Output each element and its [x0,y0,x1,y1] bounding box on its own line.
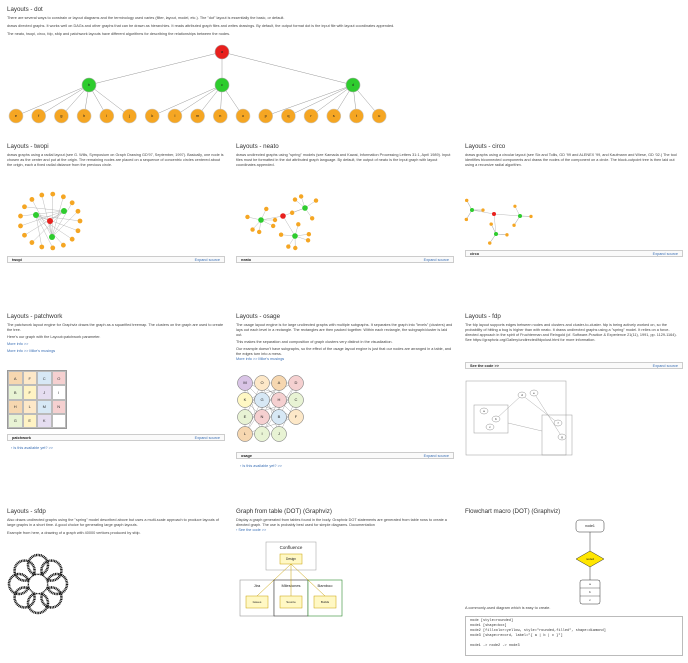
graph-node-leaf [271,224,275,228]
graph-edge [52,197,63,237]
fdp-source-bar[interactable] [465,362,683,369]
osage-title: Layouts - osage [236,313,281,320]
dot-node-label: b [87,82,91,88]
table-cluster-label: Confluence [279,545,303,551]
sfdp-petal [41,587,61,607]
graph-node-leaf [76,209,81,214]
patchwork-cell: E [23,414,38,428]
dot-graph [0,40,688,135]
graph-edge [494,214,520,216]
osage-section [236,313,454,362]
neato-title: Layouts - neato [236,143,279,150]
fdp-edge [508,423,542,431]
table-see-code[interactable] [236,528,454,533]
circo-expand[interactable]: Expand source [652,252,678,256]
graph-node-hub [470,208,474,212]
patchwork-cell: I [52,385,67,399]
patchwork-cell: M [37,400,52,414]
osage-links[interactable]: More info >> Mike's musings [236,357,285,361]
fdp-edge [521,392,558,423]
graph-node-hub [61,208,67,214]
twopi-label: twopi [12,258,22,262]
table-node-label: Builds [320,599,330,604]
circo-graph [458,180,538,250]
chevron-right-icon: › [240,464,242,468]
osage-node-label: B [277,414,281,420]
osage-node-label: N [260,414,264,420]
graph-node-leaf [488,241,491,244]
dot-node-label: l [174,113,176,119]
dot-node-label: q [287,113,290,119]
dot-node-label: p [264,113,267,119]
patchwork-avail-text: Is this available yet? >> [13,446,54,450]
patchwork-text1: The patchwork layout engine for Graphviz draws the graph as a squarified treemap. The clusters on the graph are used to create the tree. [7,323,224,332]
neato-section [236,143,454,168]
graph-node-leaf [290,211,294,215]
graph-node-leaf [293,197,297,201]
graph-node-leaf [273,218,277,222]
osage-graph [236,374,316,446]
patchwork-links[interactable]: More info >> Mike's musings [7,349,56,353]
macro-code: node [style=rounded] node1 [shape=box] node2 [fillcolor=yellow, style="rounded,filled", shape=diamond] node3 [shape=record, label="{ a | b | c }"] node1 -> node2 -> node3 [465,616,683,656]
dot-section [7,6,682,37]
graph-node-leaf [18,214,23,219]
fdp-node-label: b [495,416,497,421]
table-cluster-label: Jira [253,583,261,589]
osage-node-label: H [277,397,281,403]
dot-node-label: u [378,113,381,119]
table-node-label: Issues [252,599,262,604]
sfdp-petal [15,561,35,581]
fdp-node-label: g [561,434,563,439]
graph-node-leaf [39,193,44,198]
graph-node-leaf [76,228,81,233]
patchwork-cell: H [8,400,23,414]
osage-text3: Our example doesn't have subgraphs, so the effect of the osage layout engine is just that our nodes are arranged in a table, and the edges turn into a mess. [236,347,452,356]
graph-edge [261,216,283,220]
patchwork-avail-link[interactable] [11,446,53,451]
twopi-graph [5,185,95,255]
macro-record-label: b [589,589,591,594]
patchwork-cell: A [8,371,23,385]
osage-node-label: K [243,397,247,403]
table-cluster-label: Bamboo [317,583,333,589]
graph-node-leaf [299,194,303,198]
osage-node-label: G [260,397,264,403]
osage-node-label: E [243,414,247,420]
dot-node-label: a [220,49,224,55]
osage-node-label: A [277,380,281,386]
patchwork-title: Layouts - patchwork [7,313,63,320]
patchwork-cell [52,414,67,428]
chevron-right-icon: › [236,528,238,532]
patchwork-cell: F [23,371,38,385]
graph-node-leaf [78,219,83,224]
fdp-see-code[interactable]: See the code >> [470,364,499,368]
table-title: Graph from table (DOT) (Graphviz) [236,508,332,515]
patchwork-cell: J [37,385,52,399]
graph-node-leaf [22,204,27,209]
dot-node-label: k [151,113,154,119]
dot-edge [87,52,223,88]
patchwork-text2: Here's our graph with the Layout=patchwork parameter. [7,335,101,339]
graph-node-hub [33,212,39,218]
patchwork-cell: B [8,385,23,399]
fdp-node-label: f [557,420,559,425]
sfdp-example: Example from here, a drawing of a graph with 40000 vertices produced by sfdp. [7,531,141,535]
graph-node-leaf [307,232,311,236]
dot-node-label: c [221,82,223,88]
fdp-expand[interactable]: Expand source [652,364,678,368]
twopi-text: draws graphs using a radial layout (see G. Wills, Symposium on Graph Drawing GD'97, September, 1997). Basically, one node is chosen as the center and put at the origin. The remaining nodes are placed on a sequence of concentric circles centered about the origin, each a fixed radial distance from the previous circle. [7,153,224,167]
patchwork-cell: L [23,400,38,414]
twopi-title: Layouts - twopi [7,143,49,150]
table-see-text: See the code >> [238,528,267,532]
graph-node-leaf [264,207,268,211]
graph-node-hub [258,217,264,223]
table-cluster-label: Milestones [281,583,301,589]
table-section [236,508,454,533]
graph-edge [283,216,295,236]
dot-node-label: s [332,113,335,119]
table-node-label: Design [286,556,296,561]
osage-edge [243,417,296,437]
sfdp-petal [15,587,35,607]
dot-node-label: o [241,113,245,119]
neato-label: neato [241,258,252,262]
fdp-edge [496,392,523,419]
graph-node-leaf [296,222,300,226]
osage-node-label: M [243,380,247,386]
sfdp-center [29,575,47,593]
osage-avail-text: Is this available yet? >> [242,464,283,468]
macro-record-label: a [589,581,591,586]
fdp-section [465,313,683,343]
graph-node-leaf [286,244,290,248]
graph-node-leaf [70,237,75,242]
graph-edge [24,207,64,211]
graph-node-hub [49,234,55,240]
sfdp-graph [5,548,77,620]
graph-node-leaf [513,205,516,208]
graph-node-leaf [306,238,310,242]
dot-edge [14,85,89,119]
osage-node-label: C [294,397,298,403]
neato-text: draws undirected graphs using "spring" models (see Kamada and Kawai, Information Processing Letters 31:1, April 1989). Input files must be formatted in the dot attributed graph language. By default, the output of neato is the input graph with layout coordinates appended. [236,153,451,167]
dot-note: The neato, twopi, circo, fdp, sfdp and patchwork layouts have different algorithms for describing the relationships between the nodes. [7,32,231,36]
fdp-see: See https://graphviz.org/Gallery/undirected/fdpclust.html for more information. [465,338,596,342]
osage-label: osage [241,454,252,458]
graph-node-leaf [18,224,23,229]
chevron-right-icon: › [11,446,13,450]
osage-source-bar[interactable] [236,452,454,459]
sfdp-petal [28,593,48,613]
table-text: Display a graph generated from tables found in the body. Graphviz DOT statements are generated from table rows to create a directed graph. The use is probably best used for simple diagrams. Documentation [236,518,447,527]
graph-node-leaf [70,200,75,205]
fdp-node-label: c [489,424,491,429]
macro-caption: A commonly-used diagram which is easy to create. [465,606,551,610]
dot-desc: draws directed graphs. It works well on DAGs and other graphs that can be drawn as hierarchies. It reads attributed graph files and writes drawings. By default, the output format dot is the input file with layout coordinates appended. [7,24,395,28]
graph-node-leaf [257,230,261,234]
graph-node-hub [47,218,53,224]
graph-edge [52,194,53,237]
osage-text2: This makes the separation and composition of graph clusters very distinct in the visualization. [236,340,393,344]
neato-source-bar[interactable] [236,256,454,263]
osage-node-label: D [294,380,298,386]
table-graph [236,540,346,620]
fdp-graph [462,375,582,465]
dot-node-label: g [60,113,63,119]
graph-node-leaf [529,215,532,218]
twopi-expand[interactable]: Expand source [194,258,220,262]
fdp-cluster [466,381,566,455]
dot-edge [151,85,222,119]
graph-node-hub [302,205,308,211]
graph-node-leaf [30,197,35,202]
osage-text1: The osage layout engine is for large undirected graphs with multiple subgraphs. It separates the graph into "levels" (clusters) and lays out each level in a rectangle. The rectangles are then packed together. Within each rectangle, the subgraph/cluster is laid out. [236,323,453,337]
sfdp-text: Also draws undirected graphs using the "spring" model described above but uses a multi-scale approach to produce layouts of large graphs in a short time. A good choice for generating large graph layouts. [7,518,219,527]
patchwork-cell: O [52,371,67,385]
macro-record-label: c [589,597,591,602]
dot-intro: There are several ways to constrain or layout diagrams and the terminology used varies (filter, layout, model, etc.). The "dot" layout is essentially the basic, or default. [7,16,285,20]
graph-node-leaf [505,233,508,236]
dot-node-label: f [38,113,40,119]
graph-edge [21,211,64,216]
graph-node-hub [492,212,496,216]
fdp-node-label: e [533,390,535,395]
neato-expand[interactable]: Expand source [423,258,449,262]
graph-node-leaf [39,245,44,250]
graph-node-leaf [50,245,55,250]
graph-node-leaf [61,194,66,199]
patchwork-source-bar[interactable] [7,434,225,441]
graph-node-leaf [245,215,249,219]
patchwork-cell: G [8,414,23,428]
sfdp-petal [9,574,29,594]
patchwork-cell: C [37,371,52,385]
osage-expand[interactable]: Expand source [423,454,449,458]
osage-node-label: J [278,431,280,437]
graph-node-leaf [481,209,484,212]
graph-node-hub [280,213,286,219]
patchwork-expand[interactable]: Expand source [194,436,220,440]
dot-title: Layouts - dot [7,6,43,13]
graph-node-leaf [310,216,314,220]
fdp-node-label: d [521,392,523,397]
circo-label: circo [470,252,480,256]
fdp-title: Layouts - fdp [465,313,501,320]
sfdp-title: Layouts - sfdp [7,508,46,515]
macro-title: Flowchart macro (DOT) (Graphviz) [465,508,561,515]
patchwork-treemap [7,370,67,429]
patchwork-cell: N [52,400,67,414]
circo-source-bar[interactable] [465,250,683,257]
sfdp-section [7,508,225,536]
graph-node-leaf [490,222,493,225]
osage-node-label: F [294,414,298,420]
graph-node-leaf [250,227,254,231]
patchwork-section [7,313,225,354]
graph-node-leaf [61,243,66,248]
sfdp-petal [28,555,48,575]
macro-node2-label: node2 [585,556,595,561]
patchwork-cell: K [37,414,52,428]
dot-node-label: h [82,113,86,119]
dot-node-label: m [195,113,200,119]
patchwork-more-link[interactable]: More info >> [7,342,29,346]
graph-node-hub [518,214,522,218]
neato-graph [233,180,333,255]
graph-node-leaf [279,232,283,236]
osage-node-label: O [260,380,264,386]
dot-node-label: j [129,113,130,119]
graph-node-leaf [22,233,27,238]
graph-node-leaf [30,240,35,245]
fdp-text: The fdp layout supports edges between nodes and clusters and cluster-to-cluster. fdp is being actively worked on, so the probability of hitting a bug is higher than with neato. It draws undirected graphs using a "spring" model. It relies on a force-directed approach in the spirit of Fruchterman and Reingold (cf. Software-Practice & Experience 21(11), 1991, pp. 1129-1164). [465,323,677,337]
dot-node-label: n [219,113,222,119]
graph-node-hub [292,233,298,239]
sfdp-petal [47,574,67,594]
graph-node-hub [494,232,498,236]
fdp-node-label: a [483,408,485,413]
twopi-section [7,143,225,168]
circo-text: draws graphs using a circular layout (see Six and Tollis, GD '99 and ALENEX '99, and Kaufmann and Wiese, GD '02.) The tool identifies biconnected components and draws the nodes of the component on a circle. The block-cutpoint tree is then laid out using a recursive radial algorithm. [465,153,677,167]
dot-node-label: i [106,113,108,119]
dot-edge [221,52,355,88]
osage-node-label: L [243,431,247,437]
dot-node-label: t [355,113,358,119]
dot-node-label: e [14,113,18,119]
graph-node-leaf [50,192,55,197]
patchwork-label: patchwork [12,436,31,440]
sfdp-petal [41,561,61,581]
circo-title: Layouts - circo [465,143,506,150]
macro-section [465,508,683,518]
dot-node-label: r [310,113,312,119]
graph-node-leaf [465,218,468,221]
macro-graph [560,518,620,608]
osage-node-label: I [261,431,263,437]
graph-node-leaf [465,199,468,202]
dot-node-label: d [351,82,355,88]
graph-node-leaf [314,198,318,202]
graph-node-leaf [512,224,515,227]
circo-section [465,143,683,168]
table-node-label: Source [286,599,296,604]
patchwork-cell: F [23,385,38,399]
twopi-source-bar[interactable] [7,256,225,263]
osage-avail-link[interactable] [240,464,282,469]
graph-node-leaf [293,246,297,250]
macro-node1-label: node1 [585,523,595,528]
